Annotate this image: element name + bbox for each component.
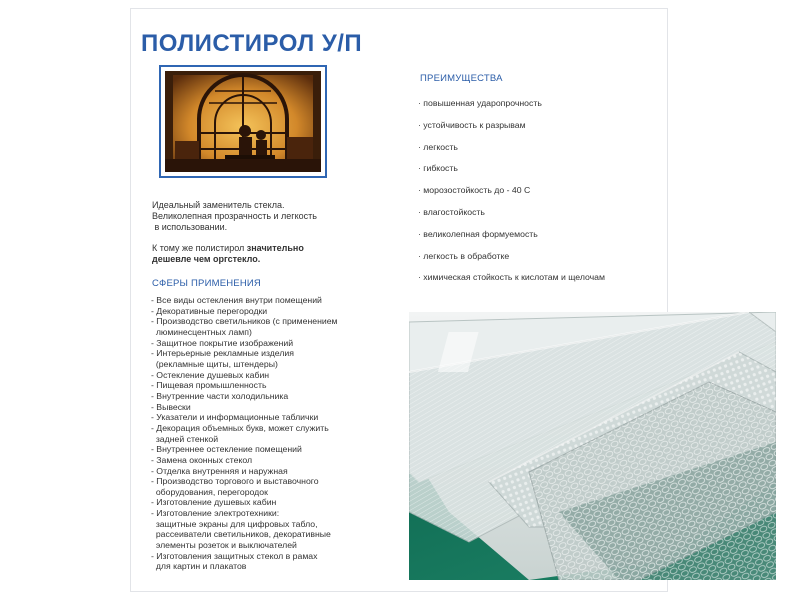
spheres-list-item: элементы розеток и выключателей [151,540,297,551]
polystyrene-sheets-photo [409,312,776,580]
advantages-list-item: · легкость в обработке [418,250,510,261]
intro-price-prefix: К тому же полистирол [152,243,247,253]
advantages-heading: ПРЕИМУЩЕСТВА [420,73,503,84]
advantages-list-item: · морозостойкость до - 40 С [418,185,531,196]
spheres-list-item: - Изготовление электротехники: [151,508,280,519]
spheres-list-item: - Вывески [151,401,191,412]
intro-line: в использовании. [152,222,228,232]
interior-arch-window-photo [165,71,321,172]
advantages-list-item: · химическая стойкость к кислотам и щелочам [418,272,605,283]
spheres-list-item: - Интерьерные рекламные изделия [151,348,294,359]
intro-line: Великолепная прозрачность и легкость [152,211,317,221]
spheres-list-item: - Указатели и информационные таблички [151,412,319,423]
spheres-list-item: защитные экраны для цифровых табло, [151,518,318,529]
spheres-list-item: люминесцентных ламп) [151,326,252,337]
advantages-list [418,98,658,294]
spheres-list-item: - Декоративные перегородки [151,305,268,316]
spheres-list-item: - Защитное покрытие изображений [151,337,294,348]
intro-text [152,200,382,265]
spheres-list-item: (рекламные щиты, штендеры) [151,358,278,369]
spheres-list-item: задней стенкой [151,433,219,444]
spheres-list-item: рассеиватели светильников, декоративные [151,529,331,540]
spheres-heading: СФЕРЫ ПРИМЕНЕНИЯ [152,278,261,289]
spheres-list-item: - Изготовление душевых кабин [151,497,277,508]
interior-photo-frame [159,65,327,178]
spheres-list [151,295,391,572]
spheres-list-item: - Внутренние части холодильника [151,390,289,401]
spheres-list-item: - Внутреннее остекление помещений [151,444,302,455]
advantages-list-item: · гибкость [418,163,458,174]
spheres-list-item: - Производство светильников (с применением [151,316,338,327]
spheres-list-item: - Замена оконных стекол [151,454,253,465]
intro-price-note-cont [152,254,382,265]
intro-price-note [152,243,382,254]
intro-price-bold-2: дешевле чем оргстекло. [152,254,261,264]
advantages-list-item: · легкость [418,141,458,152]
document-title: ПОЛИСТИРОЛ У/П [141,30,363,57]
advantages-list-item: · влагостойкость [418,206,485,217]
advantages-list-item: · устойчивость к разрывам [418,119,526,130]
spheres-list-item: - Отделка внутренняя и наружная [151,465,288,476]
intro-price-bold: значительно [246,243,304,253]
spheres-list-item: - Изготовления защитных стекол в рамах [151,550,318,561]
advantages-list-item: · повышенная ударопрочность [418,98,542,108]
advantages-list-item: · великолепная формуемость [418,228,538,239]
spheres-list-item: - Декорация объемных букв, может служить [151,422,329,433]
spheres-list-item: - Остекление душевых кабин [151,369,270,380]
spheres-list-item: - Производство торгового и выставочного [151,476,319,487]
spheres-list-item: - Пищевая промышленность [151,380,267,391]
spheres-list-item: оборудования, перегородок [151,486,268,497]
spheres-list-item: для картин и плакатов [151,561,247,572]
intro-line: Идеальный заменитель стекла. [152,200,285,210]
spheres-list-item: - Все виды остекления внутри помещений [151,295,322,305]
